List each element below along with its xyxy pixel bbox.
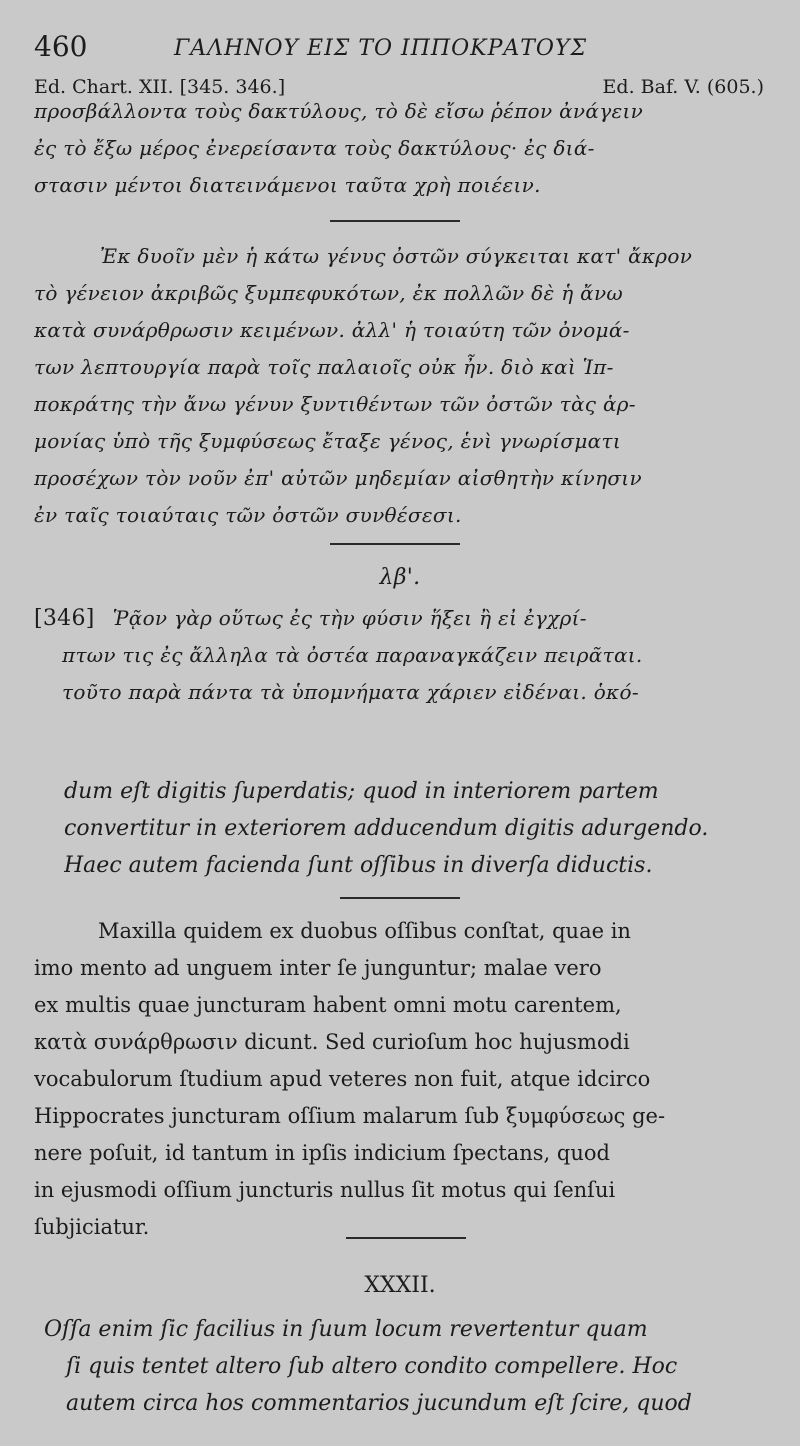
text-line: τοῦτο παρὰ πάντα τὰ ὑπομνήματα χάριεν εἰδέναι. ὁκό- — [62, 680, 639, 704]
section-divider — [330, 220, 460, 222]
latin-paragraph-3 — [44, 1311, 774, 1422]
text-line: in ejusmodi oſſium juncturis nullus ſit motus qui ſenſui — [34, 1178, 616, 1202]
text-line: dum eſt digitis ſuperdatis; quod in interiorem partem — [64, 779, 659, 804]
text-line: των λεπτουργία παρὰ τοῖς παλαιοῖς οὐκ ἦν. διὸ καὶ Ἱπ- — [34, 355, 614, 379]
text-line: πτων τις ἐς ἄλληλα τὰ ὀστέα παραναγκάζειν πειρᾶται. — [62, 643, 643, 667]
text-line: Ἐκ δυοῖν μὲν ἡ κάτω γένυς ὀστῶν σύγκειται κατ' ἄκρον — [100, 244, 693, 268]
text-line: Maxilla quidem ex duobus oſſibus conſtat, quae in — [98, 919, 631, 943]
text-line: στασιν μέντοι διατεινάμενοι ταῦτα χρὴ ποιέειν. — [34, 173, 541, 197]
text-line: προσβάλλοντα τοὺς δακτύλους, τὸ δὲ εἴσω ῥέπον ἀνάγειν — [34, 99, 644, 123]
page-header — [34, 30, 764, 70]
text-line: μονίας ὑπὸ τῆς ξυμφύσεως ἔταξε γένος, ἑνὶ γνωρίσματι — [34, 429, 621, 453]
text-line: προσέχων τὸν νοῦν ἐπ' αὐτῶν μηδεμίαν αἰσθητὴν κίνησιν — [34, 466, 642, 490]
text-line: Oſſa enim ſic facilius in ſuum locum revertentur quam — [44, 1317, 648, 1342]
text-line: autem circa hos commentarios jucundum eſt ſcire, quod — [66, 1391, 692, 1416]
greek-paragraph-2 — [34, 238, 764, 534]
text-line: nere poſuit, id tantum in ipſis indicium ſpectans, quod — [34, 1141, 610, 1165]
page-number: 460 — [34, 30, 88, 63]
text-line: κατὰ συνάρθρωσιν dicunt. Sed curioſum hoc hujusmodi — [34, 1030, 630, 1054]
section-number-greek: λβ'. — [379, 565, 421, 590]
text-line: κατὰ συνάρθρωσιν κειμένων. ἀλλ' ἡ τοιαύτη τῶν ὀνομά- — [34, 318, 630, 342]
text-line: ποκράτης τὴν ἄνω γένυν ξυντιθέντων τῶν ὀστῶν τὰς ἁρ- — [34, 392, 636, 416]
text-line: ſi quis tentet altero ſub altero condito compellere. Hoc — [66, 1354, 678, 1379]
text-line: vocabulorum ſtudium apud veteres non fuit, atque idcirco — [34, 1067, 651, 1091]
section-divider — [330, 543, 460, 545]
text-line: Hippocrates juncturam oſſium malarum ſub ξυμφύσεως ge- — [34, 1104, 666, 1128]
edition-left: Ed. Chart. XII. [345. 346.] — [34, 76, 286, 98]
text-line: ἐς τὸ ἔξω μέρος ἐνερείσαντα τοὺς δακτύλους· ἐς διά- — [34, 136, 595, 160]
running-title: ΓΑΛΗΝΟΥ ΕΙΣ ΤΟ ΙΠΠΟΚΡΑΤΟΥΣ — [174, 36, 588, 61]
latin-paragraph-1 — [64, 773, 774, 884]
text-line: convertitur in exteriorem adducendum digitis adurgendo. — [64, 816, 709, 841]
section-divider — [346, 1237, 466, 1239]
text-line: Haec autem facienda ſunt oſſibus in diverſa diductis. — [64, 853, 653, 878]
text-line: ex multis quae juncturam habent omni motu carentem, — [34, 993, 622, 1017]
page-marker: [346] — [34, 606, 95, 631]
text-line: imo mento ad unguem inter ſe junguntur; malae vero — [34, 956, 602, 980]
text: Ῥᾷον γὰρ οὕτως ἐς τὴν φύσιν ἥξει ἢ εἰ ἐγχρί- — [112, 606, 587, 630]
greek-paragraph-3 — [34, 600, 764, 711]
text-line-with-marker — [34, 600, 764, 637]
text-line: τὸ γένειον ἀκριβῶς ξυμπεφυκότων, ἐκ πολλῶν δὲ ἡ ἄνω — [34, 281, 624, 305]
text-line: ſubjiciatur. — [34, 1215, 150, 1239]
greek-paragraph-1 — [34, 93, 764, 204]
text-line: ἐν ταῖς τοιαύταις τῶν ὀστῶν συνθέσεσι. — [34, 503, 462, 527]
section-divider — [340, 897, 460, 899]
latin-paragraph-2 — [34, 913, 764, 1246]
edition-right: Ed. Baf. V. (605.) — [602, 76, 764, 98]
section-number-roman: XXXII. — [364, 1273, 436, 1298]
